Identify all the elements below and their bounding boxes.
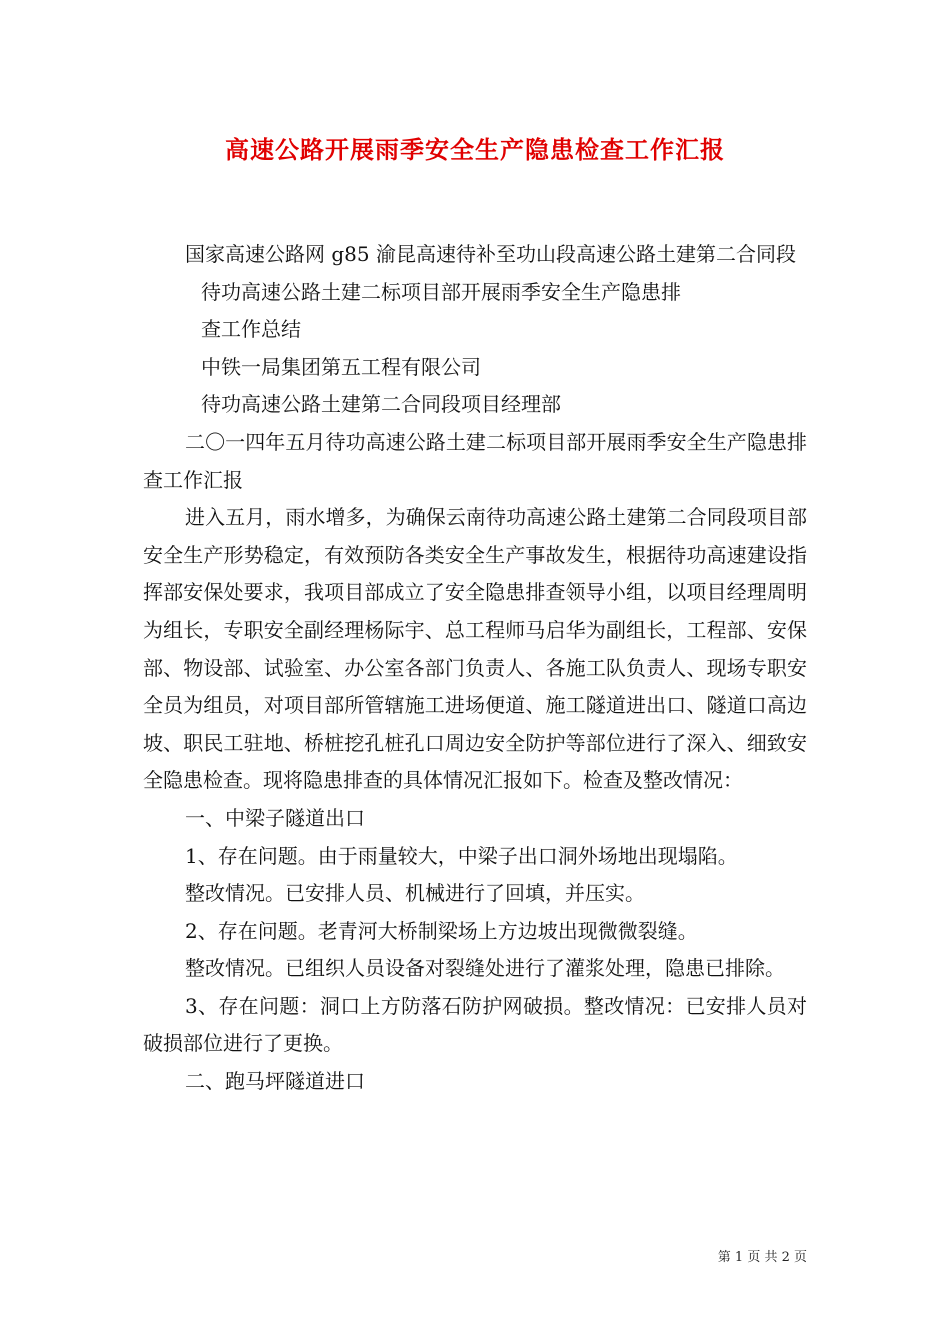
paragraph-project-name: 国家高速公路网 g85 渝昆高速待补至功山段高速公路土建第二合同段 (185, 242, 796, 266)
paragraph-issue-3: 3、存在问题：洞口上方防落石防护网破损。整改情况：已安排人员对破损部位进行了更换。 (143, 993, 807, 1056)
paragraph-report-heading-1: 待功高速公路土建二标项目部开展雨季安全生产隐患排 (201, 279, 681, 304)
section-heading-1: 一、中梁子隧道出口 (185, 805, 365, 830)
paragraph-company: 中铁一局集团第五工程有限公司 (201, 354, 481, 379)
paragraph-department: 待功高速公路土建第二合同段项目经理部 (201, 392, 561, 417)
paragraph-intro: 进入五月，雨水增多，为确保云南待功高速公路土建第二合同段项目部安全生产形势稳定，有效预防各类安全生产事故发生，根据待功高速建设指挥部安保处要求，我项目部成立了安全隐患排查领导小组，以项目经理周明为组长，专职安全副经理杨际宇、总工程师马启华为副组长，工程部、安保部、物设部、试验室、办公室各部门负责人、各施工队负责人、现场专职安全员为组员，对项目部所管辖施工进场便道、施工隧道进出口、隧道口高边坡、职民工驻地、桥桩挖孔桩孔口周边安全防护等部位进行了深入、细致安全隐患检查。现将隐患排查的具体情况汇报如下。检查及整改情况： (143, 505, 807, 793)
paragraph-issue-2: 2、存在问题。老青河大桥制梁场上方边坡出现微微裂缝。 (185, 918, 698, 943)
paragraph-date-and-title: 二〇一四年五月待功高速公路土建二标项目部开展雨季安全生产隐患排查工作汇报 (143, 429, 807, 492)
paragraph-issue-1: 1、存在问题。由于雨量较大，中梁子出口洞外场地出现塌陷。 (185, 843, 738, 868)
document-title: 高速公路开展雨季安全生产隐患检查工作汇报 (225, 135, 725, 164)
paragraph-fix-1: 整改情况。已安排人员、机械进行了回填，并压实。 (185, 881, 645, 906)
section-heading-2: 二、跑马坪隧道进口 (185, 1069, 365, 1094)
paragraph-fix-2: 整改情况。已组织人员设备对裂缝处进行了灌浆处理，隐患已排除。 (185, 956, 785, 981)
paragraph-report-heading-2: 查工作总结 (201, 317, 301, 342)
document-body (143, 236, 807, 1101)
page-number: 第 1 页 共 2 页 (717, 1250, 807, 1265)
